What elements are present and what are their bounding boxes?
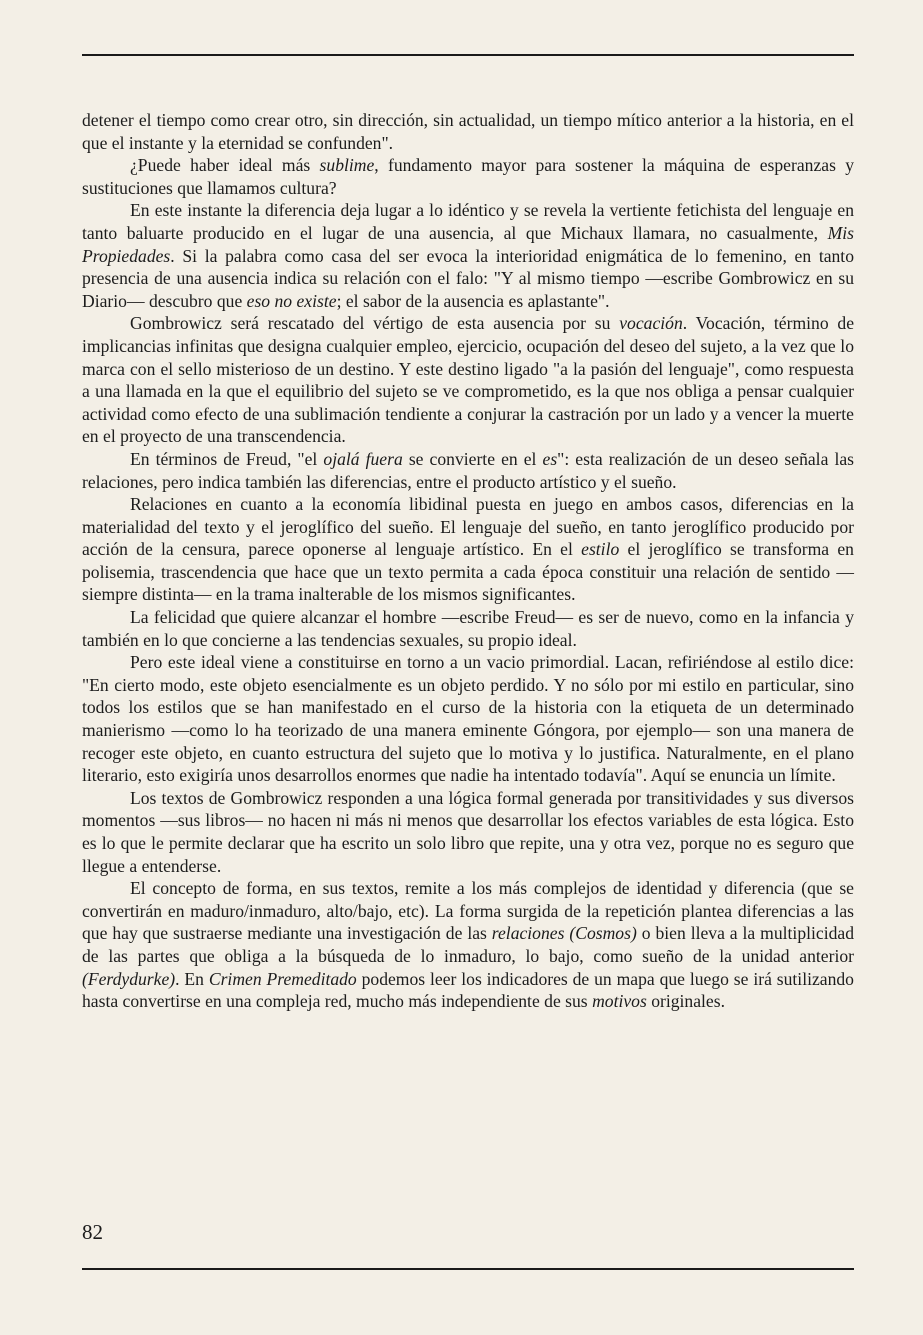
bottom-rule: [82, 1268, 854, 1270]
paragraph-5: En términos de Freud, "el ojalá fuera se convierte en el es": esta realización de un deseo señala las relaciones, pero indica también las diferencias, entre el producto artístico y el sueño.: [82, 448, 854, 492]
paragraph-6: Relaciones en cuanto a la economía libidinal puesta en juego en ambos casos, diferencias en la materialidad del texto y el jeroglífico del sueño. El lenguaje del sueño, en tanto jeroglífico producido por acción de la censura, parece oponerse al lenguaje artístico. En el estilo el jeroglífico se transforma en polisemia, trascendencia que hace que un texto permita a cada época constituir una relación de sentido —siempre distinta— en la trama inalterable de los mismos significantes.: [82, 494, 854, 605]
page-number: 82: [82, 1220, 103, 1244]
paragraph-4: Gombrowicz será rescatado del vértigo de esta ausencia por su vocación. Vocación, término de implicancias infinitas que designa cualquier empleo, ejercicio, ocupación del deseo del sujeto, a la vez que lo marca con el sello misterioso de un destino. Y este destino ligado "a la pasión del lenguaje", como respuesta a una llamada en la que el equilibrio del sujeto se ve comprometido, es la que nos obliga a pensar cualquier actividad como efecto de una sublimación tendiente a conjurar la castración por un lado y a vencer la muerte en el proyecto de una transcendencia.: [82, 313, 855, 447]
paragraph-7: La felicidad que quiere alcanzar el hombre —escribe Freud— es ser de nuevo, como en la infancia y también en lo que concierne a las tendencias sexuales, su propio ideal.: [82, 607, 854, 650]
paragraph-3: En este instante la diferencia deja lugar a lo idéntico y se revela la vertiente fetichista del lenguaje en tanto baluarte producido en el lugar de una ausencia, al que Michaux llamara, no casualmente, Mis Propiedades. Si la palabra como casa del ser evoca la interioridad enigmática de lo femenino, en tanto presencia de una ausencia indica su relación con el falo: "Y al mismo tiempo —escribe Gombrowicz en su Diario— descubro que eso no existe; el sabor de la ausencia es aplastante".: [82, 200, 854, 311]
paragraph-2: ¿Puede haber ideal más sublime, fundamento mayor para sostener la máquina de esperanzas y sustituciones que llamamos cultura?: [82, 155, 854, 198]
paragraph-8: Pero este ideal viene a constituirse en torno a un vacio primordial. Lacan, refiriéndose al estilo dice: "En cierto modo, este objeto esencialmente es un objeto perdido. Y no sólo por mi estilo en particular, sino todos los estilos que se han manifestado en el curso de la historia con la etiqueta de un determinado manierismo —como lo ha teorizado de una manera eminente Góngora, por ejemplo— son una manera de recoger este objeto, en cuanto estructura del sujeto que lo motiva y lo justifica. Naturalmente, en el plano literario, esto exigiría unos desarrollos enormes que nadie ha intentado todavía". Aquí se enuncia un límite.: [82, 652, 854, 786]
paragraph-9: Los textos de Gombrowicz responden a una lógica formal generada por transitividades y sus diversos momentos —sus libros— no hacen ni más ni menos que desarrollar los efectos variables de esta lógica. Esto es lo que le permite declarar que ha escrito un solo libro que repite, una y otra vez, porque no es seguro que llegue a entenderse.: [82, 787, 854, 876]
top-rule: [82, 54, 854, 56]
paragraph-10: El concepto de forma, en sus textos, remite a los más complejos de identidad y diferencia (que se convertirán en maduro/inmaduro, alto/bajo, etc). La forma surgida de la repetición plantea diferencias a las que hay que sustraerse mediante una investigación de las relaciones (Cosmos) o bien lleva a la multiplicidad de las partes que obliga a la búsqueda de lo inmaduro, lo bajo, como sueño de la unidad anterior (Ferdydurke). En Crimen Premeditado podemos leer los indicadores de un mapa que luego se irá sutilizando hasta convertirse en una compleja red, mucho más independiente de sus motivos originales.: [82, 878, 854, 1012]
body-text: [82, 109, 854, 1013]
paragraph-1: detener el tiempo como crear otro, sin dirección, sin actualidad, un tiempo mítico anterior a la historia, en el que el instante y la eternidad se confunden".: [82, 110, 854, 153]
